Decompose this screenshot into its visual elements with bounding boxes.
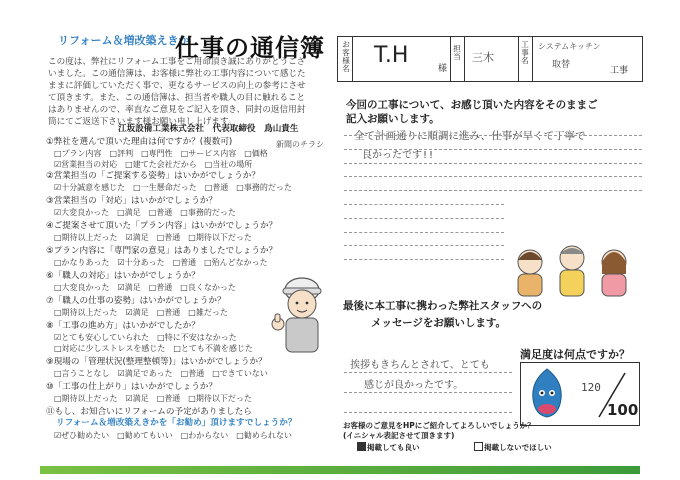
question-10-title: ⑩「工事の仕上がり」はいかがでしょうか？ [46, 382, 217, 392]
question-4-options[interactable]: □期待以上だった ☑満足 □普通 □期待以下だった [54, 233, 252, 242]
question-10-options[interactable]: □期待以上だった ☑満足 □普通 □期待以下だった [54, 394, 252, 403]
comments-heading-line-2: 記入お願いします。 [346, 113, 440, 125]
question-7-title: ⑦「職人の仕事の姿勢」はいかがでしょうか？ [46, 296, 226, 306]
message-handwritten-1: 挨拶もきちんとされて、とても [350, 360, 490, 371]
divider [518, 37, 519, 81]
customer-label: お客様名 [342, 40, 350, 73]
consent-no-checkbox[interactable] [474, 442, 483, 451]
comments-handwritten-2: 良かったです!! [362, 150, 435, 161]
intro-text [48, 56, 328, 129]
ruled-line [344, 176, 642, 177]
worker-illustration [268, 268, 334, 358]
staff-label: 担当 [453, 44, 461, 61]
satisfaction-box [520, 362, 640, 426]
signature: 江坂設備工業株式会社 代表取締役 鳥山貴生 [118, 124, 299, 134]
question-6-title: ⑥「職人の対応」はいかがでしょうか？ [46, 271, 200, 281]
ruled-line [344, 259, 504, 260]
intro-line: て頂きます。また、この通信簿は、担当者や職人の目に触れること [48, 93, 306, 104]
customer-suffix: 様 [438, 64, 448, 74]
intro-line: 筒にてご返送下さいます様お願い申し上げます。 [48, 117, 237, 128]
message-heading-line-2: メッセージをお願いします。 [371, 317, 507, 329]
satisfaction-score: 120 [581, 381, 601, 394]
satisfaction-max: 100 [607, 401, 639, 419]
question-3-options[interactable]: ☑大変良かった □満足 □普通 □事務的だった [54, 208, 236, 217]
ruled-line [344, 135, 642, 136]
consent-question: お客様のご意見をHPにご紹介してよろしいでしょうか？ [343, 421, 535, 430]
question-8-options[interactable]: ☑とても安心していられた □特に不安はなかった [54, 333, 237, 342]
question-9-title: ⑨現場の「管理状況(整理整頓等)」はいかがでしょうか？ [46, 357, 267, 367]
intro-line: ままに評価していただく事で、更なるサービスの向上の参考にさせ [48, 81, 306, 92]
comments-handwritten-1: 全て計画通りに順調に進み、仕事が早くて丁寧で [354, 130, 586, 142]
question-8-options-2[interactable]: □対応に少しストレスを感じた □とても不満を感じた [54, 344, 253, 353]
question-5-options[interactable]: □かなりあった ☑十分あった □普通 □殆んどなかった [54, 258, 268, 267]
ruled-line [344, 204, 504, 205]
consent-yes-label: 掲載しても良い [367, 443, 420, 452]
question-7-options[interactable]: □期待以上だった ☑満足 □普通 □雑だった [54, 308, 228, 317]
comments-heading-line-1: 今回の工事について、お感じ頂いた内容をそのままご [346, 99, 598, 111]
question-6-options[interactable]: □大変良かった ☑満足 □普通 □良くなかった [54, 283, 236, 292]
question-1-note: 新聞のチラシ [276, 140, 324, 149]
question-2-title: ②営業担当の「ご提案する姿勢」はいかがでしょうか？ [46, 171, 260, 181]
staff-name: 三木 [472, 51, 494, 64]
divider [464, 37, 465, 81]
question-11-recommend: リフォーム＆増改築えきかを「お勧め」頂けますでしょうか？ [56, 418, 297, 428]
staff-illustration [508, 240, 640, 298]
comments-heading [346, 98, 598, 126]
work-name: システムキッチン [538, 42, 601, 51]
question-11-title: ⑪もし、お知合いにリフォームの予定がありましたら [46, 407, 252, 417]
footer-band [40, 466, 640, 474]
consent-no-label: 掲載しないでほしい [484, 443, 552, 452]
ruled-line [344, 372, 512, 373]
question-3-title: ③営業担当の「対応」はいかがでしょうか？ [46, 196, 217, 206]
customer-header-box [337, 36, 643, 82]
message-handwritten-2: 感じが良かったです。 [364, 380, 464, 391]
page-title: 仕事の通信簿 [175, 34, 325, 62]
message-heading [343, 298, 542, 332]
work-suffix: 工事 [610, 66, 629, 76]
question-1-options-2[interactable]: ☑営業担当の対応 □建てた会社だから □当社の場所 [54, 160, 253, 169]
ruled-line [344, 218, 504, 219]
consent-block [343, 421, 552, 453]
question-9-options[interactable]: □言うことなし ☑満足であった □普通 □できていない [54, 369, 268, 378]
ruled-line [344, 190, 642, 191]
work-label: 工事名 [521, 40, 529, 65]
intro-line: はありませんので、率直なご意見をご記入を頂き、同封の返信用封 [48, 105, 306, 116]
satisfaction-title: 満足度は何点ですか？ [520, 348, 630, 361]
divider [352, 37, 353, 81]
ruled-line [344, 232, 504, 233]
ruled-line [344, 412, 512, 413]
ruled-line [344, 245, 504, 246]
divider [450, 37, 451, 81]
question-2-options[interactable]: ☑十分誠意を感じた □一生懸命だった □普通 □事務的だった [54, 183, 292, 192]
consent-sub: (イニシャル表記させて頂きます) [343, 431, 455, 440]
brand-name: リフォーム＆増改築えきか [58, 34, 190, 47]
divider [532, 37, 533, 81]
ruled-line [344, 149, 642, 150]
question-5-title: ⑤プラン内容に「専門家の意見」はありましたでしょうか？ [46, 246, 278, 256]
intro-line: いました。この通信簿は、お客様に弊社の工事内容について感じた [48, 69, 306, 80]
question-1-title: ①弊社を選んで頂いた理由は何ですか？(複数可) [46, 137, 233, 147]
question-4-title: ④ご提案させて頂いた「プラン内容」はいかがでしょうか？ [46, 221, 278, 231]
mascot-icon [527, 367, 567, 419]
consent-yes-checkbox[interactable] [357, 442, 366, 451]
question-8-title: ⑧「工事の進め方」はいかがでしたか？ [46, 321, 200, 331]
customer-name: T.H [374, 43, 409, 68]
ruled-line [344, 163, 642, 164]
message-heading-line-1: 最後に本工事に携わった弊社スタッフへの [343, 300, 543, 312]
ruled-line [344, 392, 512, 393]
question-11-options[interactable]: ☑ぜひ勧めたい □勧めてもいい □わからない □勧められない [54, 431, 292, 440]
work-name-2: 取替 [552, 60, 571, 70]
question-1-options[interactable]: □プラン内容 □評判 □専門性 □サービス内容 □価格 [54, 149, 268, 158]
intro-line: この度は、弊社にリフォーム工事をご用命頂き誠にありがとうござ [48, 57, 306, 67]
